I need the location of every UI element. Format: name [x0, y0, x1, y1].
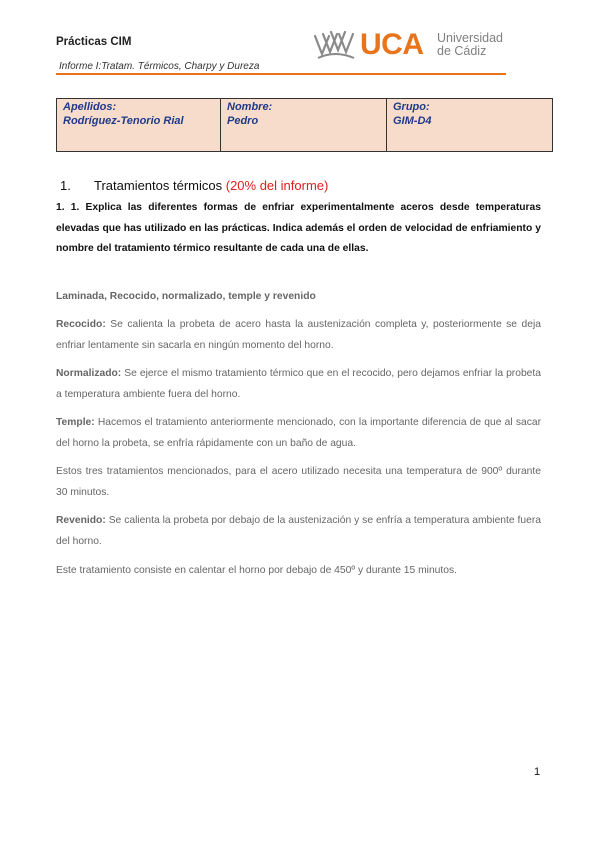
recocido-term: Recocido:: [56, 319, 106, 330]
revenido-text: Se calienta la probeta por debajo de la austenización y se enfría a temperatura ambiente fuera del horno.: [56, 515, 541, 547]
logo-line-2: de Cádiz: [437, 44, 487, 58]
question-text: 1. 1. Explica las diferentes formas de enfriar experimentalmente aceros desde temperaturas elevadas que has utilizado en las prácticas. Indica además el orden de velocidad de enfriamiento y nombre del tratamiento térmico resultante de cada una de ellas.: [56, 202, 541, 254]
recocido-paragraph: [56, 315, 541, 356]
header-subtitle: Informe I:Tratam. Térmicos, Charpy y Dureza: [59, 61, 260, 72]
university-logo: [312, 26, 512, 66]
normalizado-paragraph: [56, 364, 541, 405]
temple-term: Temple:: [56, 417, 95, 428]
recocido-text: Se calienta la probeta de acero hasta la austenización completa y, posteriormente se deja enfriar lentamente sin sacarla en ningún momento del horno.: [56, 319, 541, 351]
student-info-table: [56, 98, 553, 152]
name-label: Nombre:: [227, 101, 273, 113]
page-number: 1: [534, 766, 541, 778]
name-value: Pedro: [227, 115, 259, 127]
group-value: GIM-D4: [393, 115, 432, 127]
section-title: [60, 178, 328, 193]
section-weight: (20% del informe): [225, 178, 329, 193]
group-cell: [387, 99, 553, 152]
header-course: Prácticas CIM: [56, 36, 132, 48]
uca-emblem-icon: [312, 28, 358, 62]
surname-cell: [57, 99, 221, 152]
normalizado-text: Se ejerce el mismo tratamiento térmico que en el recocido, pero dejamos enfriar la probeta a temperatura ambiente fuera del horno.: [56, 368, 541, 400]
logo-university-name: [437, 32, 503, 58]
header-rule: [56, 73, 506, 75]
surname-value: Rodríguez-Tenorio Rial: [63, 115, 184, 127]
logo-line-1: Universidad: [437, 31, 504, 45]
surname-label: Apellidos:: [63, 101, 117, 113]
logo-acronym: UCA: [360, 28, 424, 61]
name-cell: [221, 99, 387, 152]
group-label: Grupo:: [393, 101, 430, 113]
temple-text: Hacemos el tratamiento anteriormente mencionado, con la importante diferencia de que al sacar del horno la probeta, se enfría rápidamente con un baño de agua.: [56, 417, 541, 449]
revenido-paragraph: [56, 511, 541, 552]
normalizado-term: Normalizado:: [56, 368, 122, 379]
answer-heading: Laminada, Recocido, normalizado, temple y revenido: [56, 291, 316, 302]
revenido-note: Este tratamiento consiste en calentar el horno por debajo de 450º y durante 15 minutos.: [56, 565, 458, 576]
tres-tratamientos-paragraph: Estos tres tratamientos mencionados, para el acero utilizado necesita una temperatura de 900º durante 30 minutos.: [56, 466, 541, 498]
revenido-term: Revenido:: [56, 515, 106, 526]
temple-paragraph: [56, 413, 541, 454]
section-number: 1.: [60, 178, 71, 193]
section-title-text: Tratamientos térmicos: [94, 178, 223, 193]
